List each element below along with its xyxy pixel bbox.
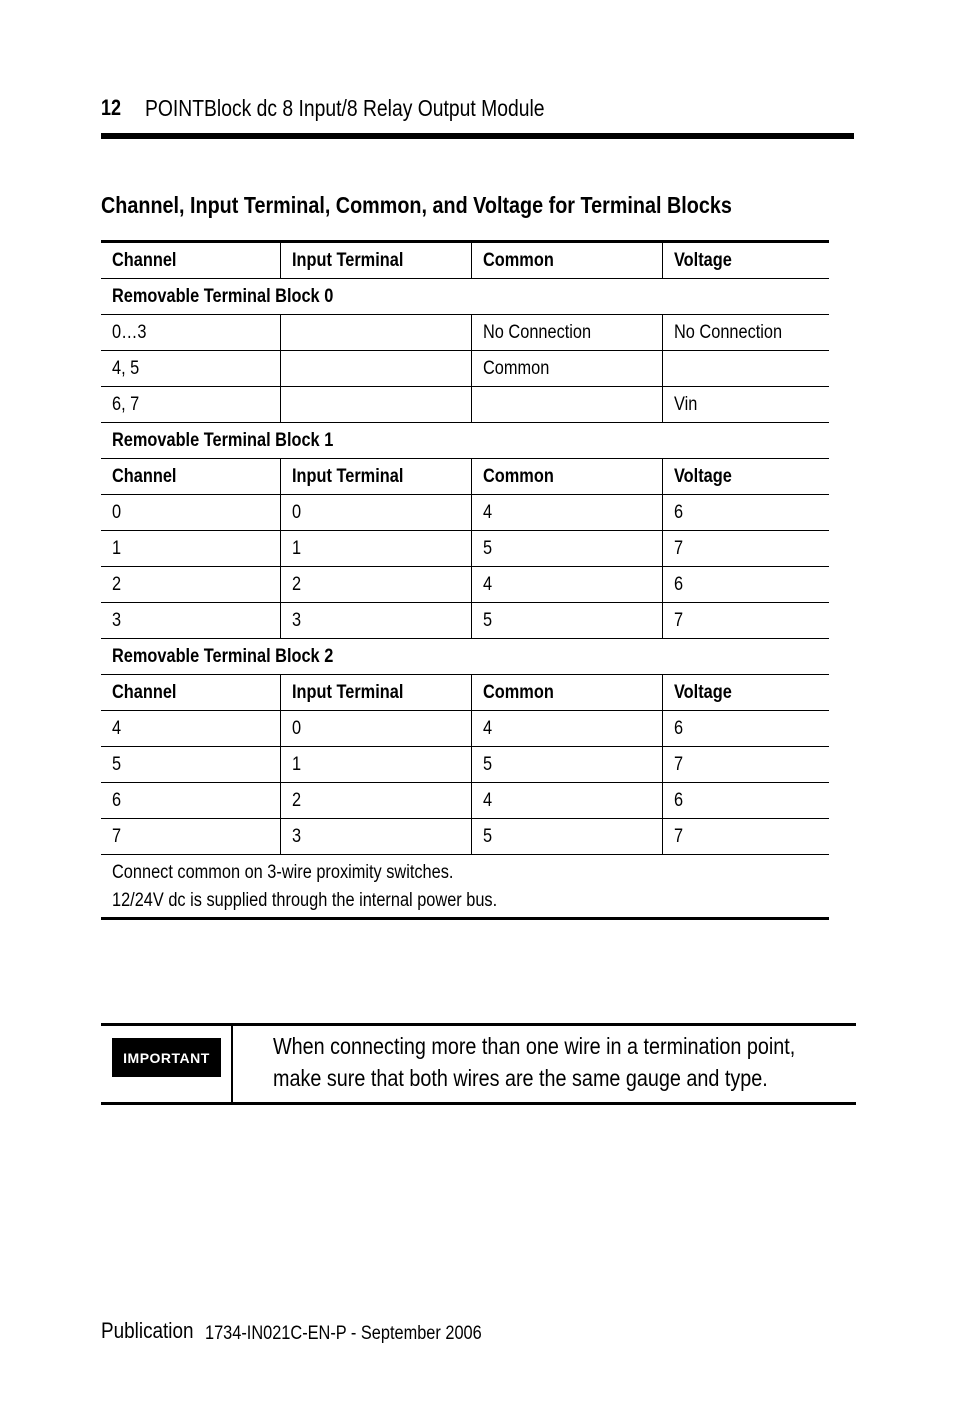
column-header: Channel [101, 242, 280, 279]
table-cell: 4 [101, 711, 280, 747]
table-row [101, 819, 829, 855]
table-row [101, 351, 829, 387]
important-line: make sure that both wires are the same gauge and type. [273, 1065, 768, 1091]
table-cell: 5 [471, 531, 662, 567]
page-number: 12 [101, 95, 122, 120]
important-line: When connecting more than one wire in a termination point, [273, 1033, 796, 1059]
table-header-row [101, 242, 829, 279]
table-cell: 6 [662, 711, 829, 747]
header-rule [101, 133, 854, 139]
table-cell: 5 [471, 819, 662, 855]
table-cell: 6 [101, 783, 280, 819]
table-cell: 4 [471, 783, 662, 819]
page-footer [101, 1318, 482, 1344]
table-row [101, 495, 829, 531]
table-cell: Vin [662, 387, 829, 423]
table-cell: 7 [101, 819, 280, 855]
important-label: IMPORTANT [112, 1038, 221, 1077]
table-cell: 7 [662, 819, 829, 855]
table-cell [662, 351, 829, 387]
table-cell: 1 [280, 531, 471, 567]
table-row [101, 711, 829, 747]
table-cell [280, 315, 471, 351]
important-text [273, 1030, 893, 1094]
important-divider [231, 1026, 233, 1102]
table-cell: 0 [101, 495, 280, 531]
table-cell: 4, 5 [101, 351, 280, 387]
table-cell: 4 [471, 711, 662, 747]
table-cell: 6, 7 [101, 387, 280, 423]
table-cell: 7 [662, 603, 829, 639]
publication-label: Publication [101, 1318, 194, 1343]
table-row [101, 567, 829, 603]
table-cell: 2 [280, 567, 471, 603]
column-header: Voltage [662, 459, 829, 495]
table-cell [280, 351, 471, 387]
table-row [101, 387, 829, 423]
table-cell: 1 [101, 531, 280, 567]
table-cell: 2 [280, 783, 471, 819]
table-row [101, 531, 829, 567]
block-label-row [101, 639, 829, 675]
table-cell: No Connection [662, 315, 829, 351]
table-note: 12/24V dc is supplied through the internal power bus. [112, 890, 498, 911]
table-notes [101, 855, 829, 919]
block-label-row [101, 279, 829, 315]
publication-id: 1734-IN021C-EN-P - September 2006 [205, 1323, 482, 1344]
table-cell: 5 [471, 747, 662, 783]
table-row [101, 315, 829, 351]
table-cell [280, 387, 471, 423]
column-header: Input Terminal [280, 459, 471, 495]
table-cell: 0…3 [101, 315, 280, 351]
column-header: Input Terminal [280, 242, 471, 279]
block-label: Removable Terminal Block 0 [101, 279, 829, 315]
important-callout [101, 1023, 856, 1105]
table-cell: 7 [662, 747, 829, 783]
table-note: Connect common on 3-wire proximity switches. [112, 862, 454, 883]
table-cell: 6 [662, 567, 829, 603]
terminal-table [101, 240, 829, 920]
table-cell: 7 [662, 531, 829, 567]
table-cell: 5 [101, 747, 280, 783]
table-row [101, 783, 829, 819]
running-title: POINTBlock dc 8 Input/8 Relay Output Module [145, 95, 545, 121]
block-label: Removable Terminal Block 1 [101, 423, 829, 459]
table-cell [471, 387, 662, 423]
column-header: Channel [101, 459, 280, 495]
table-cell: 2 [101, 567, 280, 603]
table-cell: 4 [471, 567, 662, 603]
table-row [101, 603, 829, 639]
column-header: Voltage [662, 675, 829, 711]
table-cell: 1 [280, 747, 471, 783]
page-header [101, 94, 854, 126]
table-cell: No Connection [471, 315, 662, 351]
table-cell: Common [471, 351, 662, 387]
table-cell: 0 [280, 711, 471, 747]
table-header-row [101, 675, 829, 711]
column-header: Channel [101, 675, 280, 711]
table-cell: 0 [280, 495, 471, 531]
table-notes-row [101, 855, 829, 919]
table-cell: 6 [662, 783, 829, 819]
column-header: Common [471, 242, 662, 279]
table-cell: 5 [471, 603, 662, 639]
table-cell: 6 [662, 495, 829, 531]
table-cell: 3 [280, 603, 471, 639]
table-header-row [101, 459, 829, 495]
block-label: Removable Terminal Block 2 [101, 639, 829, 675]
block-label-row [101, 423, 829, 459]
table-cell: 3 [280, 819, 471, 855]
column-header: Input Terminal [280, 675, 471, 711]
column-header: Common [471, 459, 662, 495]
column-header: Common [471, 675, 662, 711]
table-cell: 4 [471, 495, 662, 531]
column-header: Voltage [662, 242, 829, 279]
table-row [101, 747, 829, 783]
table-title: Channel, Input Terminal, Common, and Voltage for Terminal Blocks [101, 192, 732, 218]
table-cell: 3 [101, 603, 280, 639]
